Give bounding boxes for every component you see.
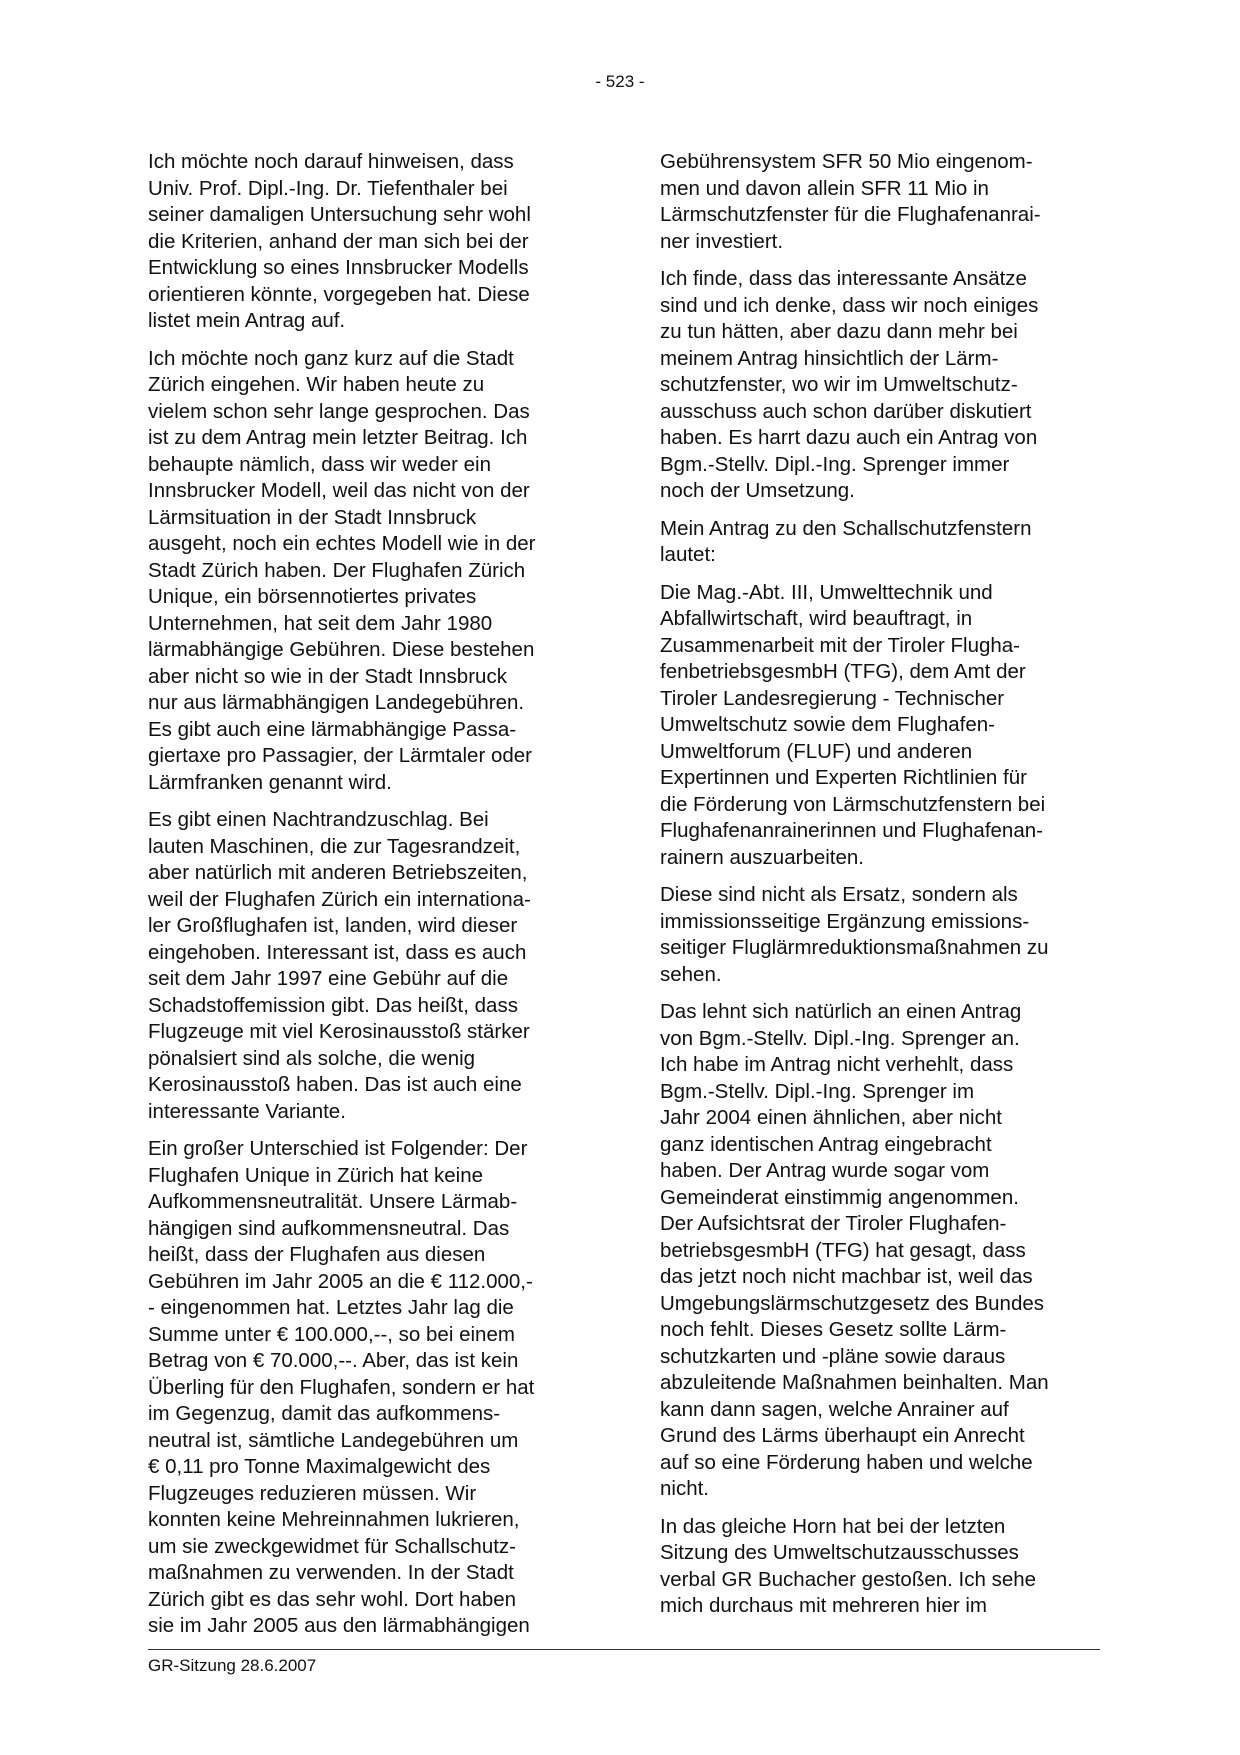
paragraph: Die Mag.-Abt. III, Umwelttechnik und Abfallwirtschaft, wird beauftragt, in Zusammenarbeit mit der Tiroler Flugha- fenbetriebsgesmbH (TFG), dem Amt der Tiroler Landesregierung - Technischer Umweltschutz sowie dem Flughafen- Umweltforum (FLUF) und anderen Expertinnen und Experten Richtlinien für die Förderung von Lärmschutzfenstern bei Flughafenanrainerinnen und Flughafenan- rainern auszuarbeiten. (660, 580, 1046, 869)
paragraph: Gebührensystem SFR 50 Mio eingenom- men und davon allein SFR 11 Mio in Lärmschutzfenster für die Flughafenanrai- ner investiert. (660, 150, 1041, 253)
paragraph: Ich möchte noch darauf hinweisen, dass Univ. Prof. Dipl.-Ing. Dr. Tiefenthaler bei seiner damaligen Untersuchung sehr wohl die Kriterien, anhand der man sich bei der Entwicklung so eines Innsbrucker Modells orientieren könnte, vorgegeben hat. Diese listet mein Antrag auf. (148, 150, 531, 332)
page-number: - 523 - (595, 72, 645, 91)
paragraph: Das lehnt sich natürlich an einen Antrag von Bgm.-Stellv. Dipl.-Ing. Sprenger an. Ich habe im Antrag nicht verhehlt, dass Bgm.-Stellv. Dipl.-Ing. Sprenger im Jahr 2004 einen ähnlichen, aber nicht ganz identischen Antrag eingebracht haben. Der Antrag wurde sogar vom Gemeinderat einstimmig angenommen. Der Aufsichtsrat der Tiroler Flughafen- betriebsgesmbH (TFG) hat gesagt, dass das jetzt noch nicht machbar ist, weil das Umgebungslärmschutzgesetz des Bundes noch fehlt. Dieses Gesetz sollte Lärm- schutzkarten und -pläne sowie daraus abzuleitende Maßnahmen beinhalten. Man kann dann sagen, welche Anrainer auf Grund des Lärms überhaupt ein Anrecht auf so eine Förderung haben und welche nicht. (660, 1000, 1049, 1500)
right-column (660, 149, 1120, 1631)
left-column (148, 149, 608, 1651)
paragraph: Mein Antrag zu den Schallschutzfenstern lautet: (660, 516, 1032, 566)
paragraph: Ich möchte noch ganz kurz auf die Stadt Zürich eingehen. Wir haben heute zu vielem schon sehr lange gesprochen. Das ist zu dem Antrag mein letzter Beitrag. Ich behaupte nämlich, dass wir weder ein Innsbrucker Modell, weil das nicht von der Lärmsituation in der Stadt Innsbruck ausgeht, noch ein echtes Modell wie in der Stadt Zürich haben. Der Flughafen Zürich Unique, ein börsennotiertes privates Unternehmen, hat seit dem Jahr 1980 lärmabhängige Gebühren. Diese bestehen aber nicht so wie in der Stadt Innsbruck nur aus lärmabhängigen Landegebühren. Es gibt auch eine lärmabhängige Passa- giertaxe pro Passagier, der Lärmtaler oder Lärmfranken genannt wird. (148, 346, 536, 794)
paragraph: Es gibt einen Nachtrandzuschlag. Bei lauten Maschinen, die zur Tagesrandzeit, aber natürlich mit anderen Betriebszeiten, weil der Flughafen Zürich ein internationa- ler Großflughafen ist, landen, wird dieser eingehoben. Interessant ist, dass es auch seit dem Jahr 1997 eine Gebühr auf die Schadstoffemission gibt. Das heißt, dass Flugzeuge mit viel Kerosinausstoß stärker pönalsiert sind als solche, die wenig Kerosinausstoß haben. Das ist auch eine interessante Variante. (148, 808, 531, 1123)
footer-session-date: GR-Sitzung 28.6.2007 (148, 1656, 317, 1675)
paragraph: Ich finde, dass das interessante Ansätze sind und ich denke, dass wir noch einiges zu tun hätten, aber dazu dann mehr bei meinem Antrag hinsichtlich der Lärm- schutzfenster, wo wir im Umweltschutz- ausschuss auch schon darüber diskutiert haben. Es harrt dazu auch ein Antrag von Bgm.-Stellv. Dipl.-Ing. Sprenger immer noch der Umsetzung. (660, 267, 1039, 502)
paragraph: Ein großer Unterschied ist Folgender: Der Flughafen Unique in Zürich hat keine Aufkommensneutralität. Unsere Lärmab- hängigen sind aufkommensneutral. Das heißt, dass der Flughafen aus diesen Gebühren im Jahr 2005 an die € 112.000,- - eingenommen hat. Letztes Jahr lag die Summe unter € 100.000,--, so bei einem Betrag von € 70.000,--. Aber, das ist kein Überling für den Flughafen, sondern er hat im Gegenzug, damit das aufkommens- neutral ist, sämtliche Landegebühren um € 0,11 pro Tonne Maximalgewicht des Flugzeuges reduzieren müssen. Wir konnten keine Mehreinnahmen lukrieren, um sie zweckgewidmet für Schallschutz- maßnahmen zu verwenden. In der Stadt Zürich gibt es das sehr wohl. Dort haben sie im Jahr 2005 aus den lärmabhängigen (148, 1137, 535, 1637)
paragraph: In das gleiche Horn hat bei der letzten Sitzung des Umweltschutzausschusses verbal GR Buchacher gestoßen. Ich sehe mich durchaus mit mehreren hier im (660, 1514, 1037, 1617)
footer-divider (148, 1649, 1100, 1650)
paragraph: Diese sind nicht als Ersatz, sondern als immissionsseitige Ergänzung emissions- seitiger Fluglärmreduktionsmaßnahmen zu sehen. (660, 883, 1049, 986)
